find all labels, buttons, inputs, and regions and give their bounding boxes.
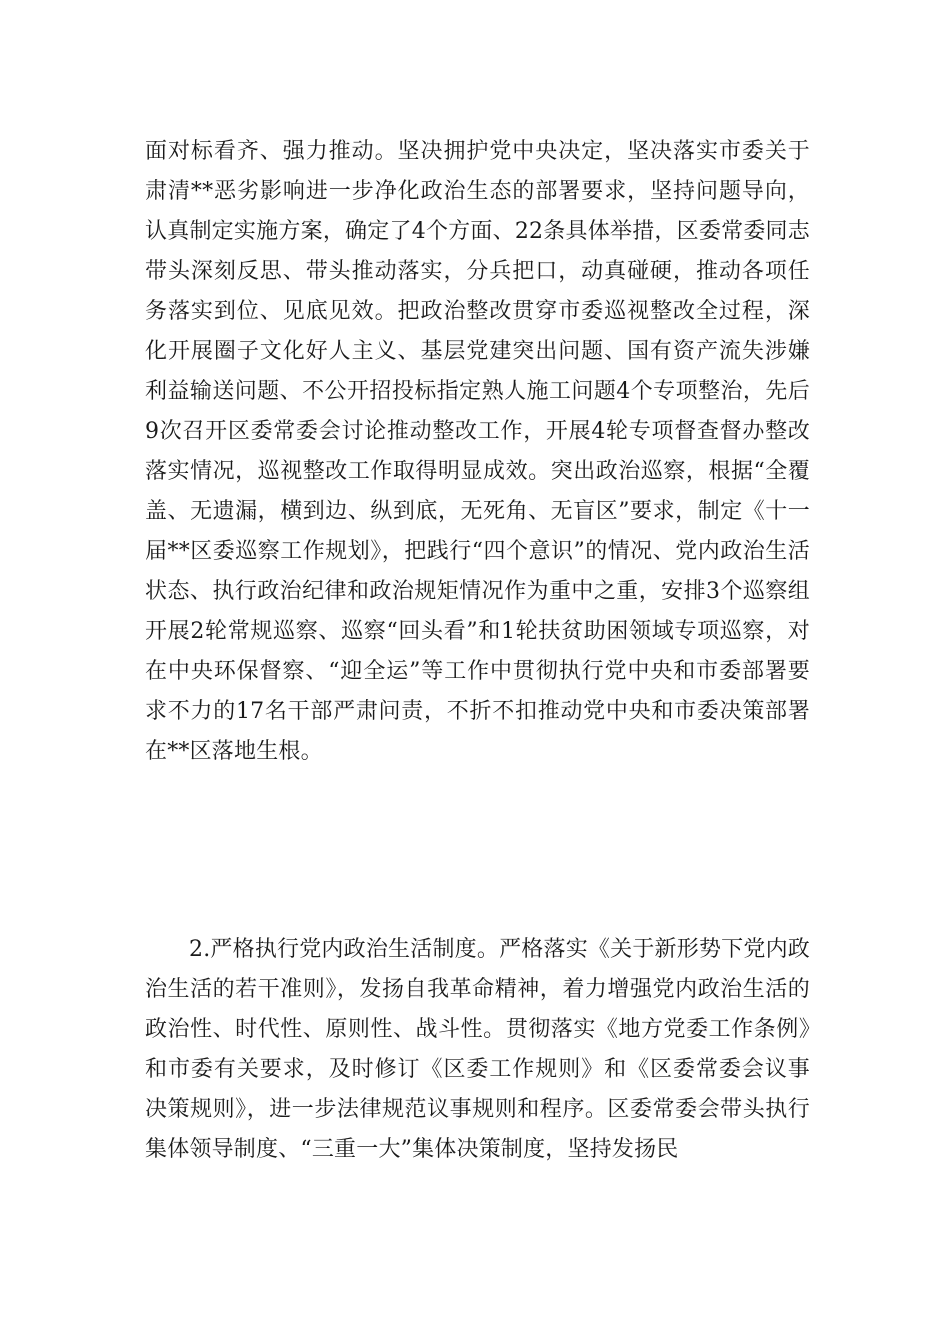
body-paragraph-2: 2.严格执行党内政治生活制度。严格落实《关于新形势下党内政治生活的若干准则》，发扬自我革命精神，着力增强党内政治生活的政治性、时代性、原则性、战斗性。贯彻落实《地方党委工作条例》和市委有关要求，及时修订《区委工作规则》和《区委常委会议事决策规则》，进一步法律规范议事规则和程序。区委常委会带头执行集体领导制度、“三重一大”集体决策制度，坚持发扬民 [145,937,810,1162]
body-paragraph-1: 面对标看齐、强力推动。坚决拥护党中央决定，坚决落实市委关于肃清**恶劣影响进一步净化政治生态的部署要求，坚持问题导向，认真制定实施方案，确定了4个方面、22条具体举措，区委常委同志带头深刻反思、带头推动落实，分兵把口，动真碰硬，推动各项任务落实到位、见底见效。把政治整改贯穿市委巡视整改全过程，深化开展圈子文化好人主义、基层党建突出问题、国有资产流失涉嫌利益输送问题、不公开招投标指定熟人施工问题4个专项整治，先后9次召开区委常委会讨论推动整改工作，开展4轮专项督查督办整改落实情况，巡视整改工作取得明显成效。突出政治巡察，根据“全覆盖、无遗漏，横到边、纵到底，无死角、无盲区”要求，制定《十一届**区委巡察工作规划》，把践行“四个意识”的情况、党内政治生活状态、执行政治纪律和政治规矩情况作为重中之重，安排3个巡察组开展2轮常规巡察、巡察“回头看”和1轮扶贫助困领域专项巡察，对在中央环保督察、“迎全运”等工作中贯彻执行党中央和市委部署要求不力的17名干部严肃问责，不折不扣推动党中央和市委决策部署在**区落地生根。 [145,139,810,764]
